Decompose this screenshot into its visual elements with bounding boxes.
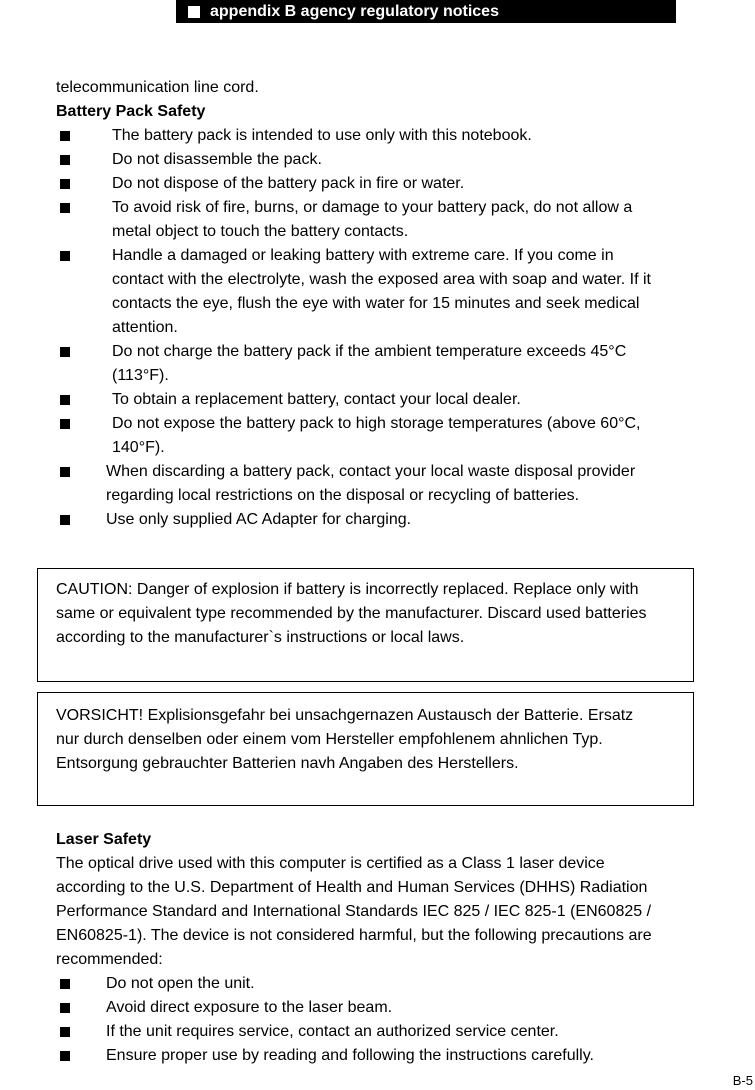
square-bullet-icon	[60, 251, 70, 261]
square-bullet-icon	[60, 347, 70, 357]
battery-list-item	[56, 340, 755, 388]
battery-item-text: Handle a damaged or leaking battery with extreme care. If you come in	[112, 247, 614, 264]
page-number: B-5	[732, 1073, 753, 1088]
vorsicht-text	[56, 704, 755, 776]
laser-item-text: Ensure proper use by reading and following the instructions carefully.	[106, 1047, 594, 1064]
laser-list-item	[56, 996, 755, 1020]
laser-list-item	[56, 1020, 755, 1044]
square-bullet-icon	[60, 979, 70, 989]
vorsicht-line: VORSICHT! Explisionsgefahr bei unsachgernazen Austausch der Batterie. Ersatz	[56, 707, 634, 724]
battery-heading: Battery Pack Safety	[56, 103, 206, 120]
battery-item-text: The battery pack is intended to use only with this notebook.	[112, 127, 532, 144]
battery-list-item	[56, 172, 755, 196]
battery-list-item	[56, 148, 755, 172]
square-bullet-icon	[60, 1027, 70, 1037]
battery-item-text: metal object to touch the battery contacts.	[112, 223, 409, 240]
square-bullet-icon	[60, 1051, 70, 1061]
battery-item-text: regarding local restrictions on the disposal or recycling of batteries.	[106, 487, 580, 504]
square-bullet-icon	[60, 179, 70, 189]
battery-item-text: To avoid risk of fire, burns, or damage to your battery pack, do not allow a	[112, 199, 633, 216]
battery-item-text: To obtain a replacement battery, contact your local dealer.	[112, 391, 521, 408]
laser-item-text: Do not open the unit.	[106, 975, 255, 992]
caution-line: CAUTION: Danger of explosion if battery is incorrectly replaced. Replace only with	[56, 581, 639, 598]
square-bullet-icon	[60, 1003, 70, 1013]
battery-item-text: contact with the electrolyte, wash the exposed area with soap and water. If it	[112, 271, 651, 288]
battery-list-item	[56, 388, 755, 412]
battery-item-text: attention.	[112, 319, 178, 336]
laser-paragraph-line: EN60825-1). The device is not considered harmful, but the following precautions are	[56, 927, 652, 944]
battery-item-text: contacts the eye, flush the eye with water for 15 minutes and seek medical	[112, 295, 640, 312]
square-bullet-icon	[60, 155, 70, 165]
battery-list	[56, 124, 755, 532]
page-header	[176, 0, 676, 23]
laser-paragraph-line: The optical drive used with this computer is certified as a Class 1 laser device	[56, 855, 605, 872]
vorsicht-line: nur durch denselben oder einem vom Hersteller empfohlenem ahnlichen Typ.	[56, 731, 603, 748]
laser-paragraph-line: recommended:	[56, 951, 163, 968]
caution-line: same or equivalent type recommended by the manufacturer. Discard used batteries	[56, 605, 647, 622]
square-bullet-icon	[60, 131, 70, 141]
battery-section	[56, 76, 755, 532]
square-bullet-icon	[60, 467, 70, 477]
square-bullet-icon	[60, 395, 70, 405]
battery-item-text: Do not disassemble the pack.	[112, 151, 322, 168]
battery-item-text: Do not expose the battery pack to high storage temperatures (above 60°C,	[112, 415, 641, 432]
header-title: appendix B agency regulatory notices	[210, 3, 499, 20]
square-bullet-icon	[60, 419, 70, 429]
battery-item-text: When discarding a battery pack, contact your local waste disposal provider	[106, 463, 636, 480]
vorsicht-line: Entsorgung gebrauchter Batterien navh Angaben des Herstellers.	[56, 755, 519, 772]
battery-list-item	[56, 124, 755, 148]
battery-item-text: Use only supplied AC Adapter for charging.	[106, 511, 412, 528]
battery-list-item	[56, 244, 755, 340]
caution-line: according to the manufacturer`s instructions or local laws.	[56, 629, 465, 646]
laser-heading: Laser Safety	[56, 831, 152, 848]
laser-paragraph-line: Performance Standard and International Standards IEC 825 / IEC 825-1 (EN60825 /	[56, 903, 652, 920]
battery-item-text: 140°F).	[112, 439, 165, 456]
laser-section	[56, 828, 755, 1068]
caution-text	[56, 578, 755, 650]
laser-item-text: If the unit requires service, contact an authorized service center.	[106, 1023, 559, 1040]
battery-list-item	[56, 508, 755, 532]
battery-item-text: (113°F).	[112, 367, 169, 384]
laser-item-text: Avoid direct exposure to the laser beam.	[106, 999, 393, 1016]
battery-item-text: Do not dispose of the battery pack in fire or water.	[112, 175, 465, 192]
battery-list-item	[56, 412, 755, 460]
square-bullet-icon	[60, 515, 70, 525]
laser-list-item	[56, 1044, 755, 1068]
battery-list-item	[56, 460, 755, 508]
intro-line: telecommunication line cord.	[56, 79, 259, 96]
laser-list-item	[56, 972, 755, 996]
square-bullet-icon	[60, 203, 70, 213]
square-bullet-icon	[188, 6, 200, 18]
laser-paragraph-line: according to the U.S. Department of Health and Human Services (DHHS) Radiation	[56, 879, 648, 896]
battery-item-text: Do not charge the battery pack if the ambient temperature exceeds 45°C	[112, 343, 627, 360]
battery-list-item	[56, 196, 755, 244]
